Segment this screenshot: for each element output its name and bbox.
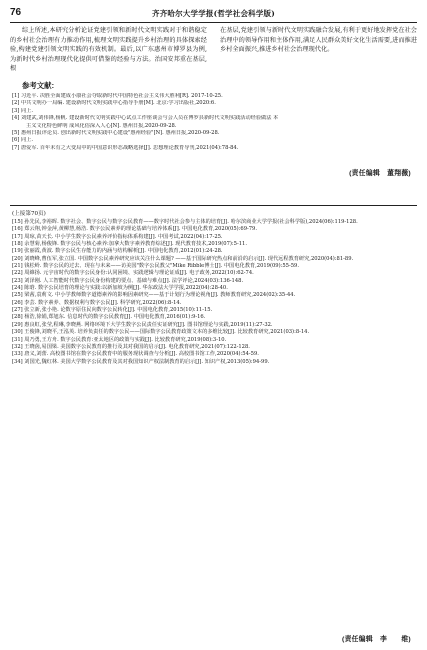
reference-item: [5] 惠州日报评论员. 创出新时代文明实践中心建设"惠州经验"[N]. 惠州日报,2020-09-28. (12, 130, 220, 137)
reference-item: [28] 杨浩,徐娟,郑旭东. 信息时代的数字公民教育[J]. 中国电化教育,2016(01):9-16. (12, 314, 206, 321)
references-heading: 参考文献: (22, 81, 55, 90)
reference-item: [4] 刘建武,刘伟锋,杨帆. 建设新时代文明实践中心试点工作座谈会与会人员在博罗县新时代文明实践活动经验做法 本 (12, 115, 279, 122)
reference-item: [19] 张丽霞,黄波. 数字公民生存能力的内涵与结构解析[J]. 中国电化教育,2012(01):24-28. (12, 248, 223, 255)
reference-item: [7] 唐爱军. 百年未有之大变局中的中国意识形态战略选择[J]. 思想理论教育导刊,2021(04):78-84. (12, 144, 239, 151)
reference-item: [34] 刘国光,魏红林. 美国大学数字公民教育及其对我国知识产权法制教育的启示[J]. 知识产权,2013(05):94-99. (12, 358, 270, 365)
reference-item: [16] 郑云翔,钟金萍,黄柳慧,杨浩. 数字公民素养的理论基础与培养体系[J]. 中国电化教育,2020(05):69-79. (12, 226, 258, 233)
reference-item: [3] 同上. (12, 107, 34, 114)
reference-item: [20] 刘晓峰,曹伍军,张立国. 中国数字公民素养研究应该关注什么课题? ——基于国际研究热点和前沿的启示[J]. 现代远程教育研究,2020(04):81-89. (12, 255, 354, 262)
reference-item: [21] 钱松岭. 数字公民的过去、现在与未来——访美国"数字公民教父"Mike Ribble博士[J]. 中国电化教育,2019(09):55-59. (12, 263, 299, 270)
body-paragraph-left: 综上所述,本研究分析论证党建引领和新时代文明实践对于和谐稳定的乡村社会治理有力推动作用,梳理文明实践提升乡村治理的具体探索经验,构建党建引领文明实践的有效机制。最后,以广东惠州市博罗县为例,为新时代乡村治理现代化提供可借鉴的经验与方法。治国安邦重在基层,根 (10, 27, 207, 73)
reference-item: [1] 习近平. 决胜全面建成小康社会夺取新时代中国特色社会主义伟大胜利[R]. 2017-10-25. (12, 93, 223, 99)
reference-item: [23] 刘泽刚. 人工智能时代数字公民身份构建的要点、基础与难点[J]. 法学评论,2024(03):136-148. (12, 277, 244, 284)
reference-item: [29] 惠良虹,张莹,程琳,李晓燕. 网络环境下大学生数字公民责任实证研究[J]. 图书馆理论与实践,2019(11):27-32. (12, 321, 273, 328)
editor-signature: (责任编辑 李 维) (342, 636, 411, 643)
reference-item-continuation: 主义文化特色鲜明 成风化俗深入人心[N]. 惠州日报,2020-09-28. (26, 122, 177, 129)
journal-title: 齐齐哈尔大学学报(哲学社会科学版) (152, 9, 275, 18)
reference-item: [31] 周乃勇,王方舟. 数字公民教育:亚太地区的政策与实践[J]. 比较教育研究,2019(08):3-10. (12, 336, 227, 343)
body-column-right (220, 26, 417, 78)
body-column-left (10, 26, 207, 78)
reference-item: [30] 王俊锋,刘晓平,王泓英. 培养负责任的数字公民——国际数字公民教育政策文本的多维比较[J]. 比较教育研究,2021(03):8-14. (12, 329, 310, 336)
reference-item: [24] 陈晗. 数字公民培育的理论与实践:以新加坡为例[J]. 华东政法大学学报,2022(04):28-40. (12, 285, 228, 292)
continued-from-label: (上接第70页) (12, 211, 46, 217)
reference-item: [15] 孙先民,李裕晖. 数字社会、数字公民与数字公民教育——数字时代社会参与主体的培育[J]. 哈尔滨商业大学学报(社会科学版),2024(06):119-128. (12, 219, 358, 225)
reference-item: [22] 周維扬. 元宇宙时代的数字公民身份:认同困境、实践逻辑与理论证成[J]. 电子政务,2022(10):62-74. (12, 270, 254, 277)
reference-item: [32] 王晓茵,易国梁. 美国数字公民教育的推行及其对我国的启示[J]. 电化教育研究,2021(07):122-128. (12, 343, 250, 350)
reference-item: [26] 李芸. 数字素养、数据权利与数字公民[J]. 科学研究,2022(06):8-14. (12, 299, 182, 306)
reference-item: [6] 同上. (12, 137, 34, 144)
body-text (10, 26, 417, 78)
reference-list (12, 93, 417, 152)
page-number: 76 (10, 7, 22, 18)
reference-item: [18] 余慧菊,杨俊锋. 数字公民与核心素养:加拿大数字素养教育综述[J]. 现代教育技术,2019(07):5-11. (12, 241, 247, 248)
reference-item: [2] 中共文明办一局编. 建设新时代文明实践中心指导手册[M]. 北京:学习出版社,2020:6. (12, 100, 216, 107)
running-header (10, 6, 417, 23)
reference-list-continued (12, 219, 417, 366)
reference-item: [33] 唐义,刘蕾. 高校图书馆在数字公民教育中的服务现状调查与分析[J]. 高校图书馆工作,2020(04):54-59. (12, 351, 259, 358)
body-paragraph-right: 在基层,党建引领与新时代文明实践融合发展,有利于更好地发挥党在社会治理中的领导作用和主体作用,满足人民群众美好文化生活需要,进而推进乡村全面振兴,推进乡村社会治理现代化。 (220, 27, 417, 54)
reference-item: [27] 张立新,张小艳. 论数字原住民向数字公民转化[J]. 中国电化教育,2015(10):11-15. (12, 307, 213, 314)
reference-item: [25] 梁茜,袁莉文. 中小学教师数字道德素养的影响因素研究——基于计划行为理论视角[J]. 教师教育研究,2024(02):35-44. (12, 292, 296, 299)
editor-signature: (责任编辑 董翔薇) (349, 170, 411, 177)
reference-item: [17] 周琼,苗天长. 中小学生数字公民素养评价指标体系构建[J]. 中国考试,2022(04):17-25. (12, 233, 223, 240)
section-divider (10, 205, 417, 206)
